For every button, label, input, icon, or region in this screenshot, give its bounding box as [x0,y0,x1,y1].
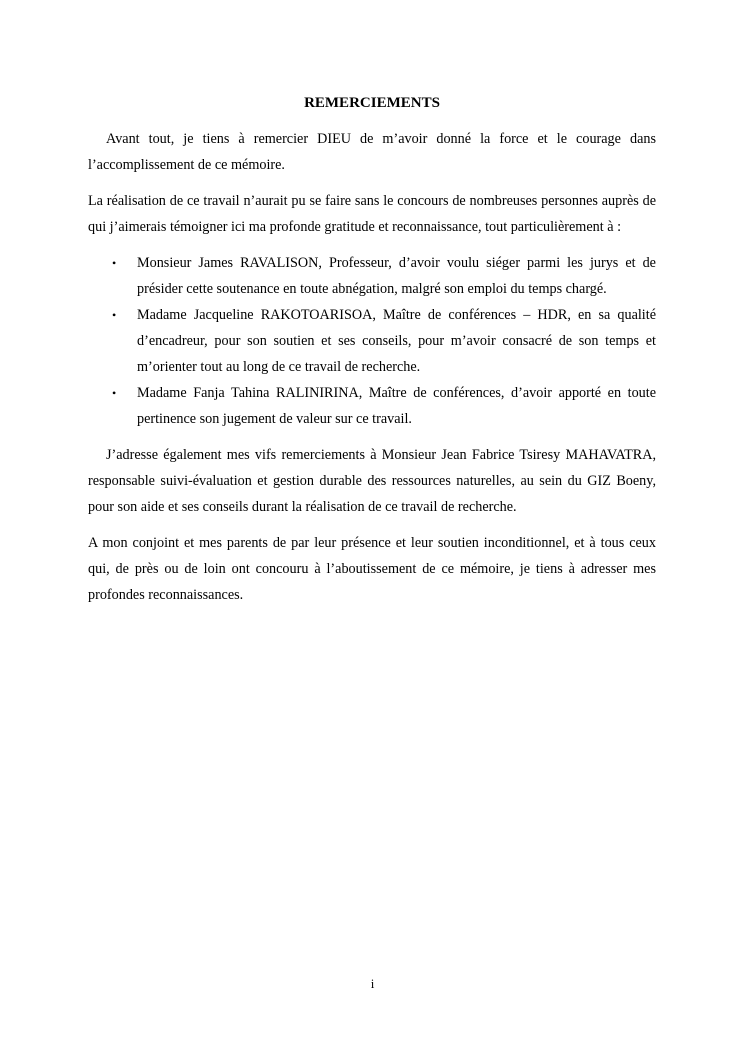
paragraph-intro-gratitude: La réalisation de ce travail n’aurait pu se faire sans le concours de nombreuses personnes auprès de qui j’aimerais témoigner ici ma profonde gratitude et reconnaissance, tout particulièrement à : [88,193,656,235]
bullet-icon: • [112,308,117,322]
list-item [88,380,656,432]
list-item-text: Madame Fanja Tahina RALINIRINA, Maître de conférences, d’avoir apporté en toute pertinence son jugement de valeur sur ce travail. [137,385,656,427]
acknowledgement-list [88,250,656,432]
paragraph-family-thanks: A mon conjoint et mes parents de par leur présence et leur soutien inconditionnel, et à tous ceux qui, de près ou de loin ont concouru à l’aboutissement de ce mémoire, je tiens à adresser mes profondes reconnaissances. [88,535,656,603]
list-item [88,302,656,380]
list-item [88,250,656,302]
paragraph-giz-thanks: J’adresse également mes vifs remerciements à Monsieur Jean Fabrice Tsiresy MAHAVATRA, responsable suivi-évaluation et gestion durable des ressources naturelles, au sein du GIZ Boeny, pour son aide et ses conseils durant la réalisation de ce travail de recherche. [88,447,656,515]
page-number: i [370,976,375,991]
document-page [88,90,656,618]
list-item-text: Monsieur James RAVALISON, Professeur, d’avoir voulu siéger parmi les jurys et de présider cette soutenance en toute abnégation, malgré son emploi du temps chargé. [137,255,656,297]
list-item-text: Madame Jacqueline RAKOTOARISOA, Maître de conférences – HDR, en sa qualité d’encadreur, pour son soutien et ses conseils, pour m’avoir consacré de son temps et m’orienter tout au long de ce travail de recherche. [137,307,656,375]
page-title: REMERCIEMENTS [304,95,440,111]
paragraph-acknowledge-god: Avant tout, je tiens à remercier DIEU de m’avoir donné la force et le courage dans l’accomplissement de ce mémoire. [88,131,656,173]
bullet-icon: • [112,386,117,400]
bullet-icon: • [112,256,117,270]
